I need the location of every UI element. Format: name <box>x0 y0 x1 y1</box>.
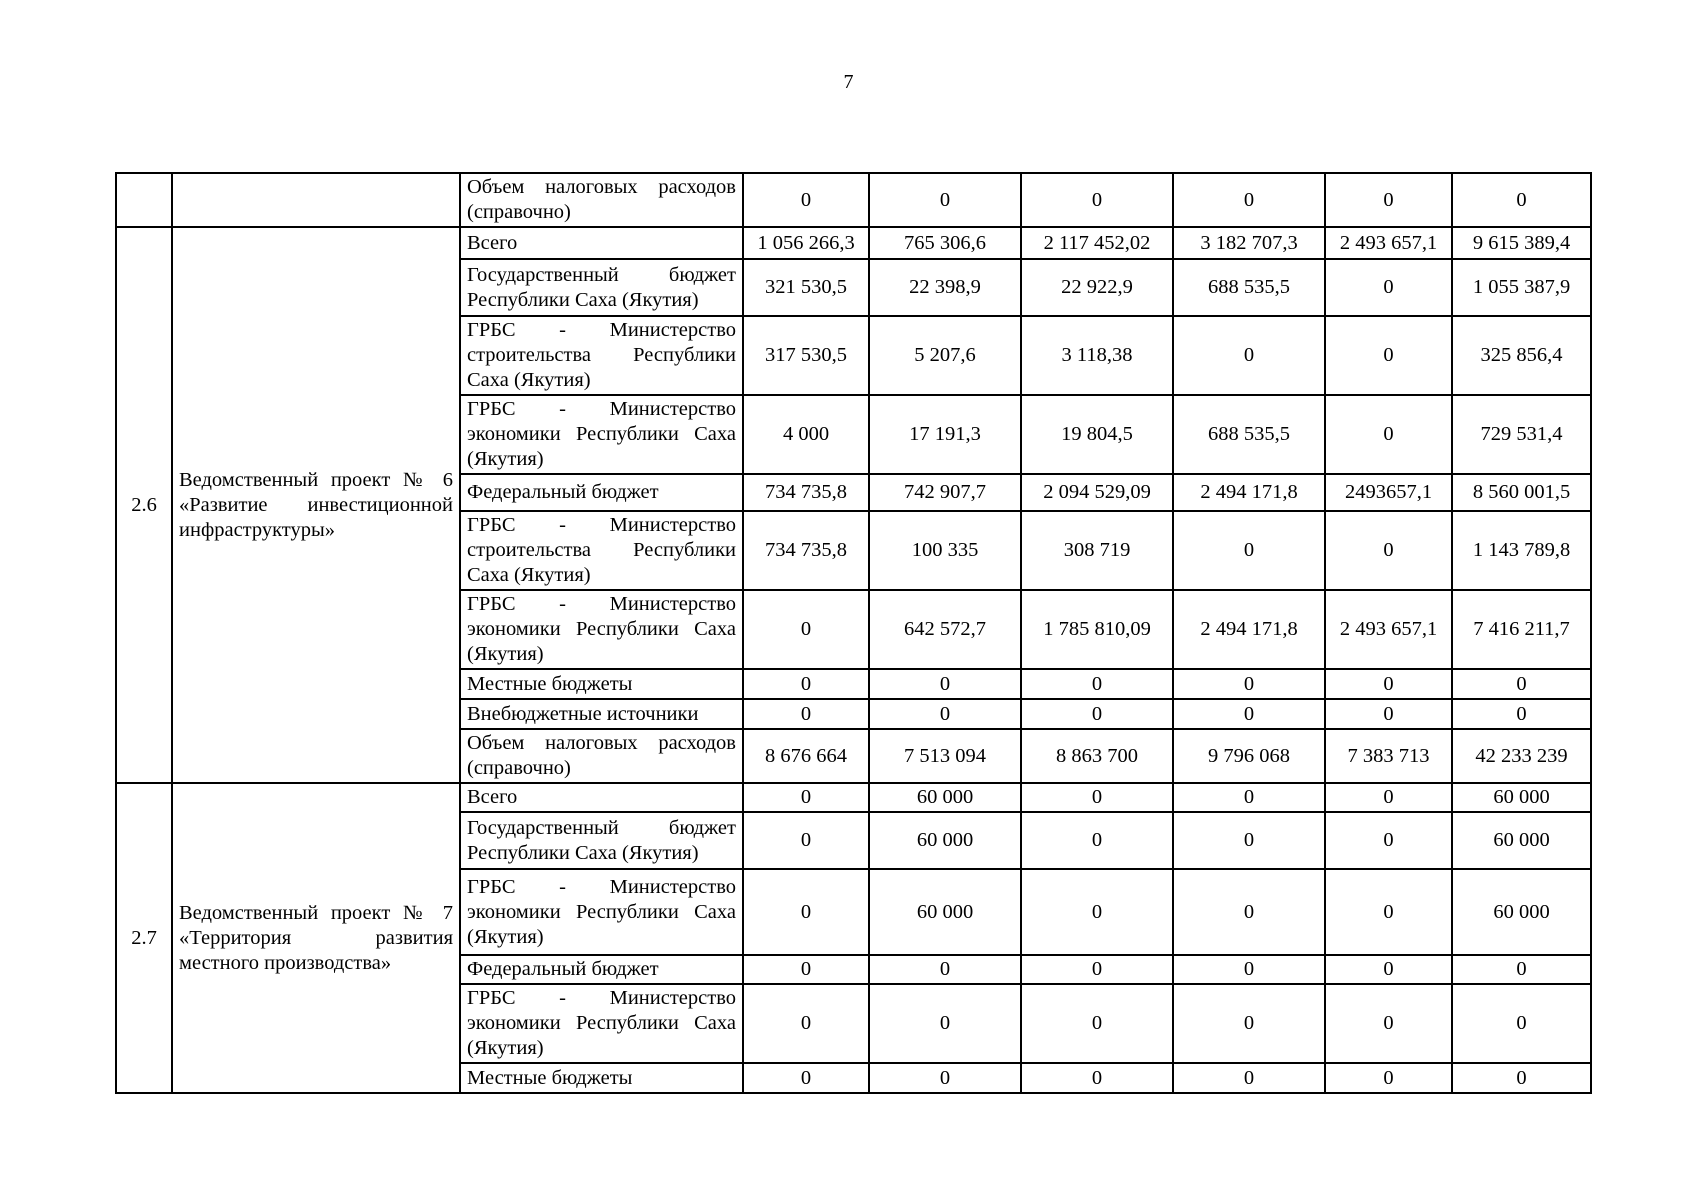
value-cell: 0 <box>743 699 869 729</box>
value-cell: 1 143 789,8 <box>1452 511 1591 590</box>
value-cell: 0 <box>743 669 869 699</box>
project-name-cell: Ведомственный проект № 7 «Территория развития местного производства» <box>172 783 460 1093</box>
table-row <box>116 173 1591 227</box>
value-cell: 0 <box>1325 259 1452 316</box>
value-cell: 60 000 <box>1452 783 1591 812</box>
funding-source-cell: Государственный бюджет Республики Саха (Якутия) <box>460 259 743 316</box>
value-cell: 60 000 <box>869 869 1021 955</box>
value-cell: 100 335 <box>869 511 1021 590</box>
value-cell: 317 530,5 <box>743 316 869 395</box>
value-cell: 0 <box>1325 812 1452 869</box>
budget-table <box>115 172 1592 1094</box>
value-cell: 7 383 713 <box>1325 729 1452 783</box>
funding-source-cell: ГРБС - Министерство экономики Республики Саха (Якутия) <box>460 984 743 1063</box>
value-cell: 0 <box>869 699 1021 729</box>
value-cell: 0 <box>1452 955 1591 984</box>
value-cell: 17 191,3 <box>869 395 1021 474</box>
value-cell: 7 416 211,7 <box>1452 590 1591 669</box>
value-cell: 0 <box>743 955 869 984</box>
value-cell: 0 <box>1021 1063 1173 1093</box>
budget-table-body <box>116 173 1591 1093</box>
value-cell: 2 117 452,02 <box>1021 227 1173 259</box>
value-cell: 4 000 <box>743 395 869 474</box>
funding-source-cell: Всего <box>460 227 743 259</box>
value-cell: 2 493 657,1 <box>1325 590 1452 669</box>
value-cell: 0 <box>1452 984 1591 1063</box>
value-cell: 2 494 171,8 <box>1173 590 1325 669</box>
value-cell: 0 <box>1325 669 1452 699</box>
value-cell: 0 <box>1173 173 1325 227</box>
value-cell: 0 <box>743 590 869 669</box>
value-cell: 42 233 239 <box>1452 729 1591 783</box>
value-cell: 0 <box>1173 669 1325 699</box>
value-cell: 0 <box>869 173 1021 227</box>
value-cell: 0 <box>1021 173 1173 227</box>
value-cell: 2 493 657,1 <box>1325 227 1452 259</box>
value-cell: 0 <box>1021 955 1173 984</box>
value-cell: 0 <box>1021 699 1173 729</box>
funding-source-cell: Местные бюджеты <box>460 1063 743 1093</box>
value-cell: 0 <box>1173 984 1325 1063</box>
funding-source-cell: Объем налоговых расходов (справочно) <box>460 173 743 227</box>
value-cell: 0 <box>1325 984 1452 1063</box>
value-cell: 308 719 <box>1021 511 1173 590</box>
value-cell: 0 <box>1173 699 1325 729</box>
value-cell: 1 056 266,3 <box>743 227 869 259</box>
value-cell: 22 922,9 <box>1021 259 1173 316</box>
value-cell: 0 <box>1452 1063 1591 1093</box>
value-cell: 0 <box>1173 511 1325 590</box>
value-cell: 765 306,6 <box>869 227 1021 259</box>
value-cell: 0 <box>1173 812 1325 869</box>
value-cell: 8 676 664 <box>743 729 869 783</box>
value-cell: 0 <box>869 955 1021 984</box>
value-cell: 734 735,8 <box>743 511 869 590</box>
value-cell: 0 <box>1325 699 1452 729</box>
value-cell: 0 <box>1021 669 1173 699</box>
value-cell: 0 <box>1452 669 1591 699</box>
value-cell: 0 <box>743 869 869 955</box>
value-cell: 0 <box>1173 1063 1325 1093</box>
value-cell: 0 <box>1325 783 1452 812</box>
value-cell: 2493657,1 <box>1325 474 1452 511</box>
value-cell: 0 <box>1325 173 1452 227</box>
value-cell: 0 <box>869 984 1021 1063</box>
value-cell: 60 000 <box>1452 812 1591 869</box>
value-cell: 0 <box>1325 1063 1452 1093</box>
value-cell: 325 856,4 <box>1452 316 1591 395</box>
value-cell: 0 <box>1173 316 1325 395</box>
project-code-cell: 2.7 <box>116 783 172 1093</box>
value-cell: 0 <box>743 812 869 869</box>
funding-source-cell: ГРБС - Министерство экономики Республики Саха (Якутия) <box>460 590 743 669</box>
page-number: 7 <box>843 71 854 93</box>
value-cell: 734 735,8 <box>743 474 869 511</box>
value-cell: 0 <box>1021 812 1173 869</box>
funding-source-cell: ГРБС - Министерство строительства Республики Саха (Якутия) <box>460 511 743 590</box>
value-cell: 0 <box>1325 395 1452 474</box>
funding-source-cell: Федеральный бюджет <box>460 955 743 984</box>
empty-code-cell <box>116 173 172 227</box>
value-cell: 8 863 700 <box>1021 729 1173 783</box>
project-code-cell: 2.6 <box>116 227 172 783</box>
value-cell: 60 000 <box>869 812 1021 869</box>
value-cell: 60 000 <box>1452 869 1591 955</box>
value-cell: 0 <box>1452 173 1591 227</box>
value-cell: 0 <box>1325 955 1452 984</box>
value-cell: 8 560 001,5 <box>1452 474 1591 511</box>
value-cell: 0 <box>743 173 869 227</box>
value-cell: 5 207,6 <box>869 316 1021 395</box>
value-cell: 9 615 389,4 <box>1452 227 1591 259</box>
value-cell: 0 <box>869 1063 1021 1093</box>
funding-source-cell: Местные бюджеты <box>460 669 743 699</box>
value-cell: 688 535,5 <box>1173 395 1325 474</box>
value-cell: 729 531,4 <box>1452 395 1591 474</box>
value-cell: 688 535,5 <box>1173 259 1325 316</box>
funding-source-cell: Государственный бюджет Республики Саха (Якутия) <box>460 812 743 869</box>
value-cell: 2 494 171,8 <box>1173 474 1325 511</box>
value-cell: 0 <box>1173 783 1325 812</box>
value-cell: 1 785 810,09 <box>1021 590 1173 669</box>
value-cell: 321 530,5 <box>743 259 869 316</box>
value-cell: 3 182 707,3 <box>1173 227 1325 259</box>
value-cell: 0 <box>1021 984 1173 1063</box>
empty-project-cell <box>172 173 460 227</box>
value-cell: 0 <box>1173 869 1325 955</box>
funding-source-cell: Внебюджетные источники <box>460 699 743 729</box>
project-name-cell: Ведомственный проект № 6 «Развитие инвестиционной инфраструктуры» <box>172 227 460 783</box>
value-cell: 9 796 068 <box>1173 729 1325 783</box>
table-row <box>116 227 1591 259</box>
value-cell: 22 398,9 <box>869 259 1021 316</box>
funding-source-cell: Федеральный бюджет <box>460 474 743 511</box>
value-cell: 0 <box>1173 955 1325 984</box>
value-cell: 19 804,5 <box>1021 395 1173 474</box>
funding-source-cell: Объем налоговых расходов (справочно) <box>460 729 743 783</box>
value-cell: 0 <box>743 1063 869 1093</box>
value-cell: 0 <box>1325 869 1452 955</box>
value-cell: 1 055 387,9 <box>1452 259 1591 316</box>
value-cell: 0 <box>1325 511 1452 590</box>
value-cell: 0 <box>1021 783 1173 812</box>
value-cell: 0 <box>743 783 869 812</box>
value-cell: 7 513 094 <box>869 729 1021 783</box>
value-cell: 0 <box>869 669 1021 699</box>
value-cell: 3 118,38 <box>1021 316 1173 395</box>
funding-source-cell: ГРБС - Министерство экономики Республики Саха (Якутия) <box>460 869 743 955</box>
value-cell: 60 000 <box>869 783 1021 812</box>
value-cell: 0 <box>1452 699 1591 729</box>
value-cell: 0 <box>1325 316 1452 395</box>
funding-source-cell: ГРБС - Министерство экономики Республики Саха (Якутия) <box>460 395 743 474</box>
table-row <box>116 783 1591 812</box>
value-cell: 742 907,7 <box>869 474 1021 511</box>
value-cell: 2 094 529,09 <box>1021 474 1173 511</box>
value-cell: 0 <box>743 984 869 1063</box>
funding-source-cell: ГРБС - Министерство строительства Республики Саха (Якутия) <box>460 316 743 395</box>
funding-source-cell: Всего <box>460 783 743 812</box>
value-cell: 0 <box>1021 869 1173 955</box>
value-cell: 642 572,7 <box>869 590 1021 669</box>
